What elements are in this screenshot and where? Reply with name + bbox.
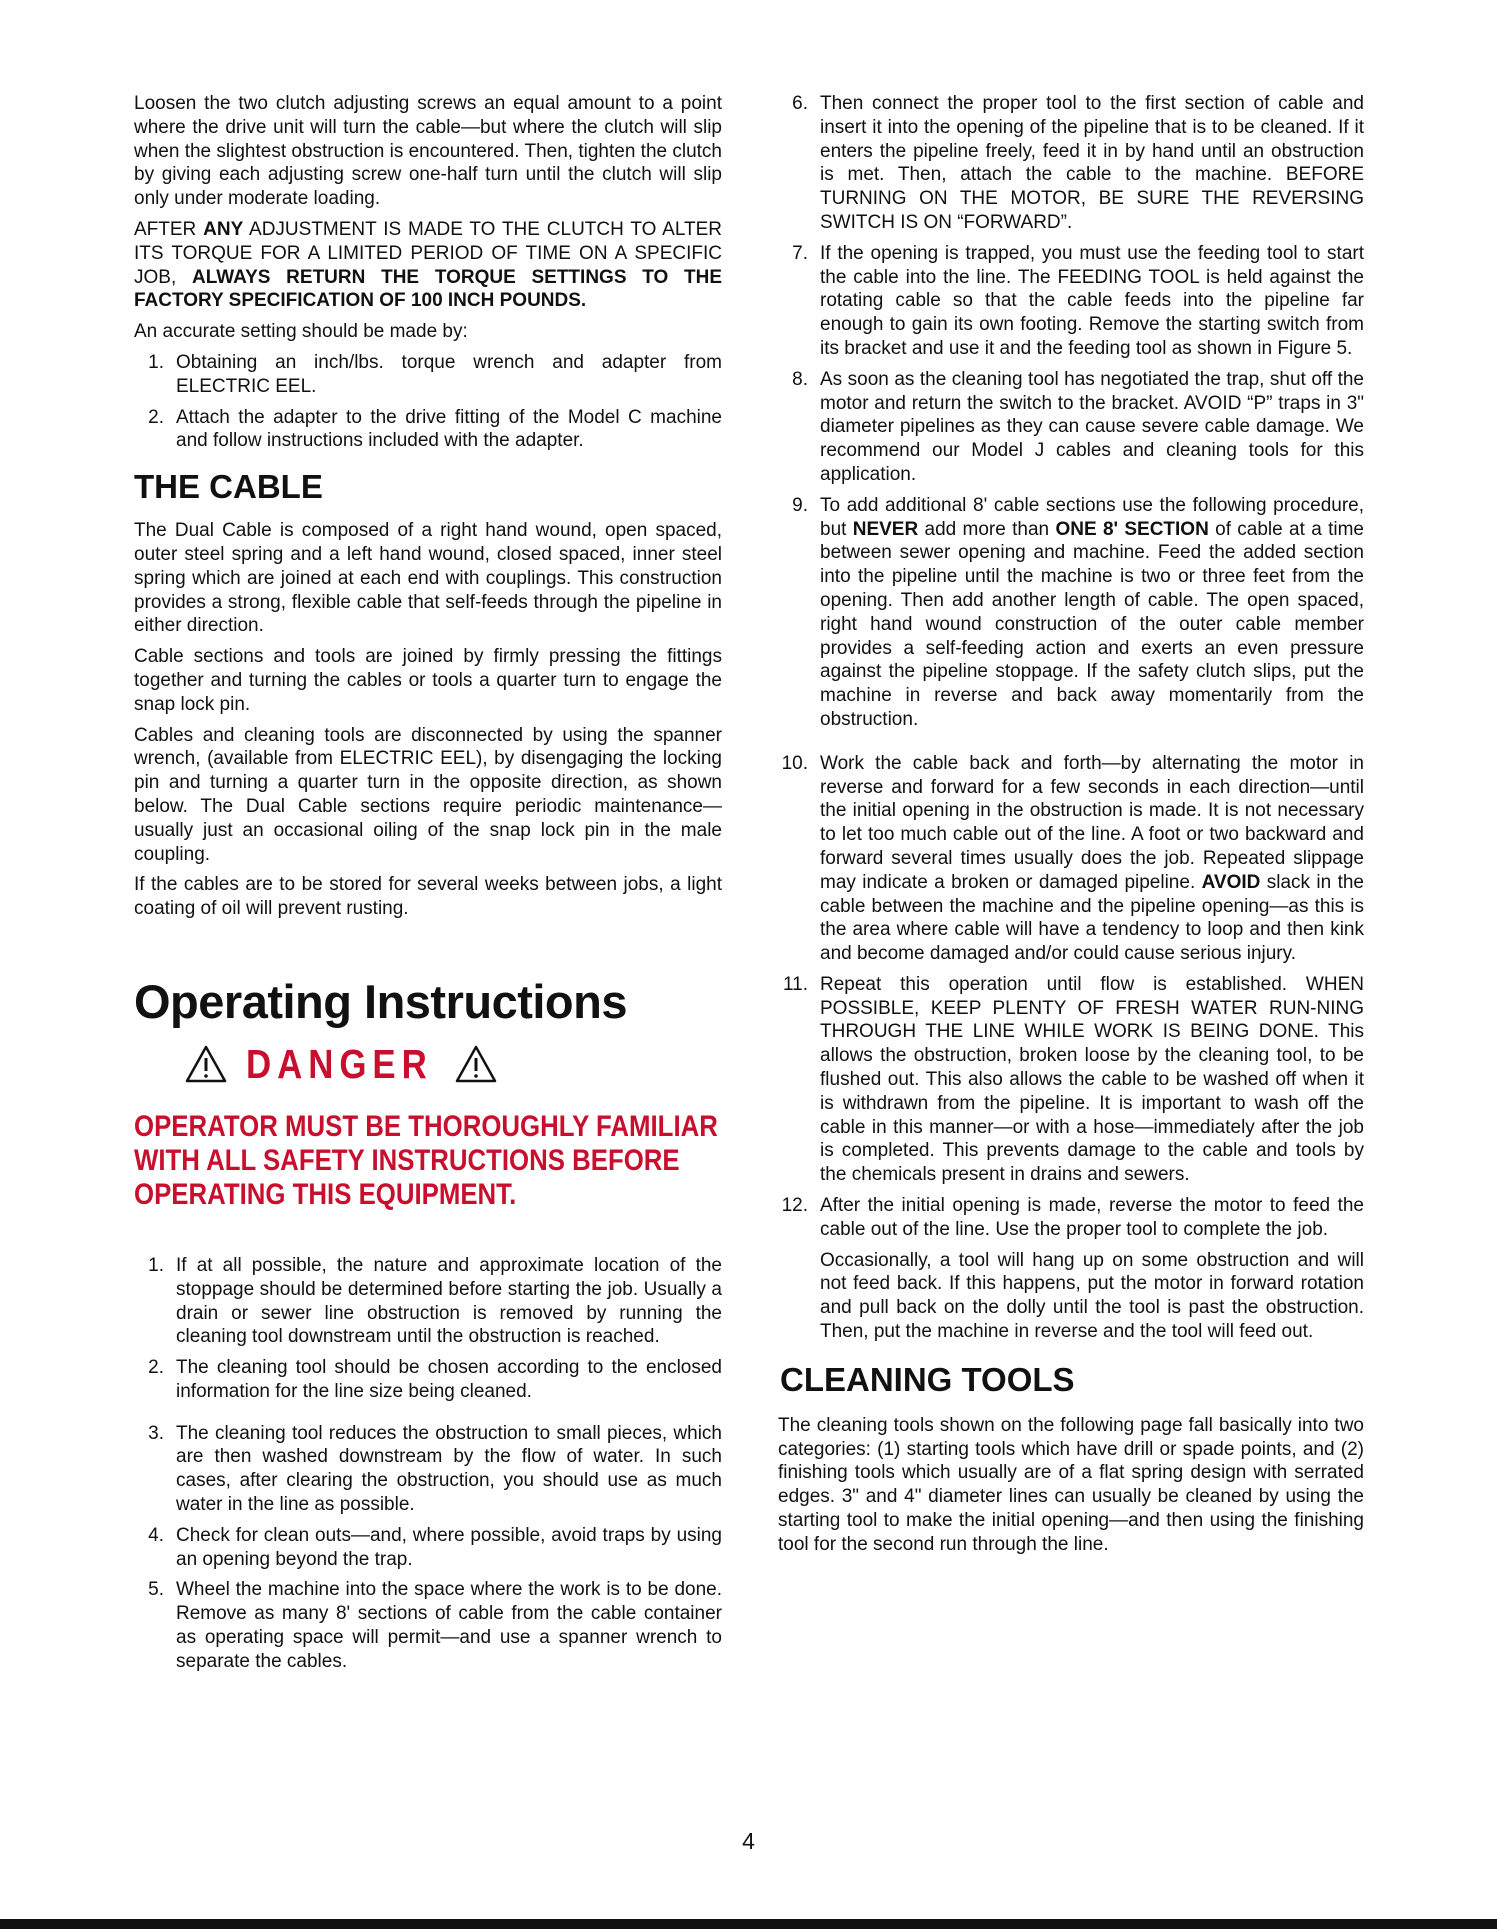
emphasis-avoid: AVOID — [1201, 871, 1261, 893]
list-text: Then connect the proper tool to the first section of cable and insert it into the opening of the pipeline that is to be cleaned. If it enters the pipeline freely, feed it in by hand until an obstruction is met. Then, attach the cable to the machine. BEFORE TURNING ON THE MOTOR, BE SURE THE REVERSING SWITCH IS ON “FORWARD”. — [820, 93, 1364, 233]
list-text: The cleaning tool should be chosen according to the enclosed information for the line size being cleaned. — [176, 1357, 722, 1402]
list-item — [134, 1578, 722, 1673]
list-item-continuation — [778, 1249, 1364, 1344]
list-item — [778, 368, 1364, 487]
list-number: 6. — [792, 93, 808, 114]
list-item — [778, 752, 1364, 966]
cleaning-tools-paragraph: The cleaning tools shown on the following page fall basically into two categories: (1) starting tools which have drill or spade points, and (2) finishing tools which usually are of a flat spring design with serrated edges. 3" and 4" diameter lines can usually be cleaned by using the starting tool to make the initial opening—and then using the finishing tool for the second run through the line. — [778, 1414, 1364, 1555]
list-number: 4. — [148, 1524, 164, 1546]
list-number: 10. — [781, 752, 808, 774]
list-text: Repeat this operation until flow is established. WHEN POSSIBLE, KEEP PLENTY OF FRESH WATER RUN-NING THROUGH THE LINE WHILE WORK IS BEING DONE. This allows the obstruction, broken loose by the cleaning tool, to be flushed out. This also allows the cable to be washed off when it is withdrawn from the pipeline. It is important to wash off the cable in this manner—or with a hose—immediately after the job is completed. This prevents damage to the cable and tools by the chemicals present in drains and sewers. — [820, 973, 1364, 1186]
warning-triangle-icon — [454, 1044, 498, 1084]
text-run: add more than — [918, 518, 1056, 540]
setting-steps-list — [134, 351, 722, 453]
list-text: If the opening is trapped, you must use the feeding tool to start the cable into the line. The FEEDING TOOL is held against the rotating cable so that the cable feeds into the pipeline far enough to gain its own footing. Remove the starting switch from its bracket and use it and the feeding tool as shown in Figure 5. — [820, 242, 1364, 359]
list-text: Attach the adapter to the drive fitting of the Model C machine and follow instructions included with the adapter. — [176, 406, 722, 452]
operating-steps-continued — [778, 92, 1364, 1344]
list-item — [134, 1356, 722, 1404]
list-number: 1. — [148, 351, 164, 373]
emphasis-any: ANY — [203, 218, 244, 240]
list-number: 1. — [148, 1254, 164, 1276]
list-number: 12. — [781, 1195, 808, 1217]
clutch-paragraph-3: An accurate setting should be made by: — [134, 321, 468, 343]
list-item — [134, 1524, 722, 1572]
list-text — [820, 494, 1364, 732]
clutch-paragraph-1: Loosen the two clutch adjusting screws an equal amount to a point where the drive unit will turn the cable—but where the clutch will slip when the slightest obstruction is encountered. Then, tighten the clutch by giving each adjusting screw one-half turn until the clutch will slip only under moderate loading. — [134, 93, 722, 210]
list-item — [778, 242, 1364, 361]
list-text: Check for clean outs—and, where possible, avoid traps by using an opening beyond the trap. — [176, 1524, 722, 1570]
operating-steps-list — [134, 1254, 722, 1674]
emphasis-one-section: ONE 8' SECTION — [1055, 518, 1209, 540]
list-number: 2. — [148, 1357, 164, 1379]
cable-paragraph-2: Cable sections and tools are joined by firmly pressing the fittings together and turning the cables or tools a quarter turn to engage the snap lock pin. — [134, 646, 722, 715]
emphasis-torque-spec: ALWAYS RETURN THE TORQUE SETTINGS TO THE FACTORY SPECIFICATION OF 100 INCH POUNDS. — [134, 266, 722, 312]
emphasis-never: NEVER — [852, 518, 919, 540]
list-number: 8. — [792, 368, 808, 390]
list-number: 7. — [792, 242, 808, 264]
list-item — [134, 406, 722, 454]
list-item — [134, 1422, 722, 1517]
danger-label: DANGER — [246, 1040, 433, 1087]
cable-paragraph-3: Cables and cleaning tools are disconnected by using the spanner wrench, (available from ELECTRIC EEL), by disengaging the locking pin and turning a quarter turn in the opposite direction, as shown below. The Dual Cable sections require periodic maintenance—usually just an occasional oiling of the snap lock pin in the male coupling. — [134, 724, 722, 865]
list-item — [134, 1254, 722, 1349]
list-item — [778, 92, 1364, 235]
danger-message: OPERATOR MUST BE THOROUGHLY FAMILIAR WITH ALL SAFETY INSTRUCTIONS BEFORE OPERATING THIS EQUIPMENT. — [134, 1109, 718, 1211]
list-text: As soon as the cleaning tool has negotiated the trap, shut off the motor and return the switch to the bracket. AVOID “P” traps in 3" diameter pipelines as they can cause severe cable damage. We recommend our Model J cables and cleaning tools for this application. — [820, 368, 1364, 485]
clutch-warning-paragraph — [134, 218, 722, 313]
list-item — [778, 494, 1364, 732]
list-number: 5. — [148, 1579, 164, 1601]
list-item — [778, 973, 1364, 1187]
danger-banner — [134, 1041, 722, 1088]
list-number: 3. — [148, 1422, 164, 1444]
warning-triangle-icon — [184, 1044, 228, 1084]
page-number: 4 — [742, 1828, 755, 1854]
cable-paragraph-4: If the cables are to be stored for several weeks between jobs, a light coating of oil will prevent rusting. — [134, 874, 722, 920]
cable-paragraph-1: The Dual Cable is composed of a right hand wound, open spaced, outer steel spring and a left hand wound, closed spaced, inner steel spring which are joined at each end with couplings. This construction provides a strong, flexible cable that self-feeds through the pipeline in either direction. — [134, 520, 722, 637]
list-text: Obtaining an inch/lbs. torque wrench and adapter from ELECTRIC EEL. — [176, 351, 722, 397]
cable-heading: THE CABLE — [134, 468, 323, 506]
text-run: slack in the cable between the machine and the pipeline opening—as this is the area where cable will have a tendency to loop and then kink and become damaged and/or could cause serious injury. — [820, 871, 1365, 965]
text-run: ADJUSTMENT IS MADE TO THE CLUTCH TO ALTER ITS TORQUE FOR A LIMITED PERIOD OF TIME ON A SPECIFIC JOB, — [134, 218, 722, 288]
list-text: Wheel the machine into the space where the work is to be done. Remove as many 8' sections of cable from the cable container as operating space will permit—and use a spanner wrench to separate the cables. — [176, 1579, 722, 1672]
list-text: After the initial opening is made, reverse the motor to feed the cable out of the line. Use the proper tool to complete the job. — [820, 1195, 1364, 1240]
list-item — [778, 1194, 1364, 1242]
operating-instructions-heading: Operating Instructions — [134, 974, 627, 1028]
text-run: To add additional 8' cable sections use the following procedure, but — [820, 494, 1364, 540]
right-column — [778, 92, 1364, 1564]
list-number: 9. — [792, 494, 808, 516]
list-text: If at all possible, the nature and approximate location of the stoppage should be determined before starting the job. Usually a drain or sewer line obstruction is removed by running the cleaning tool downstream until the obstruction is reached. — [176, 1254, 722, 1348]
bottom-border — [0, 1919, 1497, 1929]
list-number: 2. — [148, 406, 164, 428]
list-text: The cleaning tool reduces the obstruction to small pieces, which are then washed downstream by the flow of water. In such cases, after clearing the obstruction, you should use as much water in the line as possible. — [176, 1422, 722, 1516]
list-text — [820, 752, 1364, 966]
text-run: AFTER — [134, 218, 204, 240]
list-number: 11. — [782, 973, 808, 995]
cleaning-tools-heading: CLEANING TOOLS — [780, 1360, 1075, 1398]
text-run: Work the cable back and forth—by alternating the motor in reverse and forward for a few seconds in each direction—until the initial opening in the obstruction is made. It is not necessary to let too much cable out of the line. A foot or two backward and forward several times usually does the job. Repeated slippage may indicate a broken or damaged pipeline. — [820, 752, 1364, 893]
text-run: of cable at a time between sewer opening and machine. Feed the added section into the pipeline until the machine is two or three feet from the opening. Then add another length of cable. The open spaced, right hand wound construction of the outer cable member provides a self-feeding action and exerts an even pressure against the pipeline stoppage. If the safety clutch slips, put the machine in reverse and back away momentarily from the obstruction. — [820, 518, 1364, 730]
list-text: Occasionally, a tool will hang up on some obstruction and will not feed back. If this happens, put the motor in forward rotation and pull back on the dolly until the tool is past the obstruction. Then, put the machine in reverse and the tool will feed out. — [820, 1249, 1364, 1343]
list-item — [134, 351, 722, 399]
left-column — [134, 92, 722, 1681]
